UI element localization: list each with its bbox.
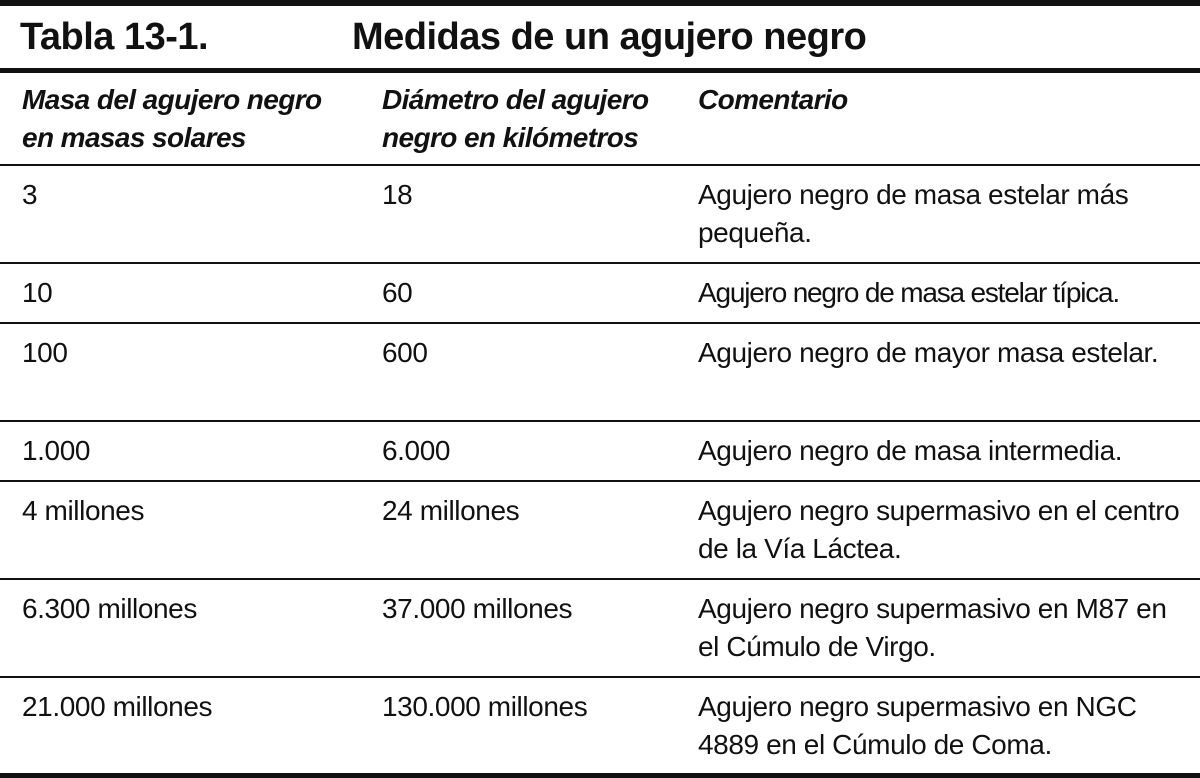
cell-mass: 1.000	[0, 421, 360, 481]
cell-mass: 100	[0, 323, 360, 421]
table-title: Medidas de un agujero negro	[352, 16, 867, 58]
cell-comment: Agujero negro de masa estelar típica.	[678, 263, 1200, 323]
table-row	[0, 677, 1200, 775]
cell-comment: Agujero negro de mayor masa estelar.	[678, 323, 1200, 421]
table-number: Tabla 13-1.	[20, 16, 209, 58]
table-row	[0, 579, 1200, 677]
cell-comment: Agujero negro de masa estelar más pequeña.	[678, 165, 1200, 263]
cell-diameter: 24 millones	[360, 481, 678, 579]
header-diameter: Diámetro del agujero negro en kilómetros	[360, 73, 678, 165]
header-row	[0, 73, 1200, 165]
cell-diameter: 18	[360, 165, 678, 263]
cell-comment: Agujero negro de masa intermedia.	[678, 421, 1200, 481]
cell-mass: 4 millones	[0, 481, 360, 579]
table-row	[0, 165, 1200, 263]
cell-comment: Agujero negro supermasivo en el centro de la Vía Láctea.	[678, 481, 1200, 579]
table-row	[0, 421, 1200, 481]
cell-comment: Agujero negro supermasivo en NGC 4889 en el Cúmulo de Coma.	[678, 677, 1200, 775]
cell-mass: 6.300 millones	[0, 579, 360, 677]
cell-diameter: 600	[360, 323, 678, 421]
table-caption	[0, 6, 1200, 68]
table-row	[0, 263, 1200, 323]
cell-diameter: 37.000 millones	[360, 579, 678, 677]
cell-diameter: 60	[360, 263, 678, 323]
cell-mass: 3	[0, 165, 360, 263]
cell-diameter: 6.000	[360, 421, 678, 481]
cell-diameter: 130.000 millones	[360, 677, 678, 775]
header-comment: Comentario	[678, 73, 1200, 165]
black-hole-table	[0, 73, 1200, 778]
cell-mass: 21.000 millones	[0, 677, 360, 775]
cell-mass: 10	[0, 263, 360, 323]
header-mass: Masa del agujero negro en masas solares	[0, 73, 360, 165]
table-row	[0, 323, 1200, 421]
cell-comment: Agujero negro supermasivo en M87 en el Cúmulo de Virgo.	[678, 579, 1200, 677]
table-row	[0, 481, 1200, 579]
